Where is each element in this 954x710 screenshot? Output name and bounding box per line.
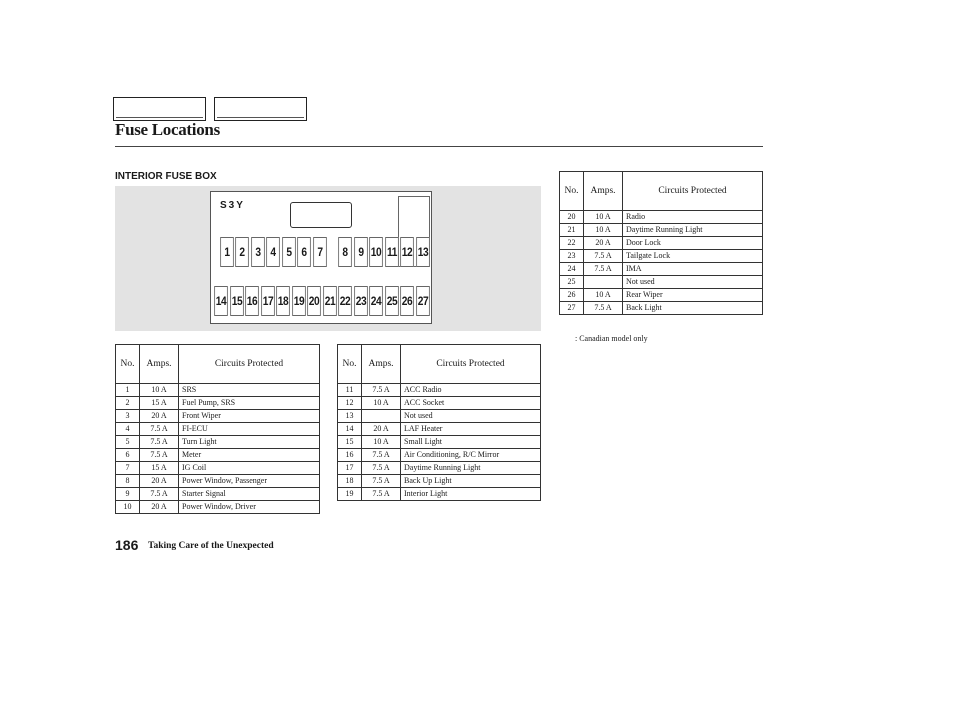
table-row — [116, 501, 320, 514]
fuse-number-cell: 4 — [116, 423, 140, 436]
fuse-slot-4: 4 — [266, 237, 280, 267]
fuse-circuit-cell: Small Light — [401, 436, 541, 449]
fuse-circuit-cell: Not used — [401, 410, 541, 423]
fuse-amps-cell: 15 A — [140, 397, 179, 410]
fuse-slot-7: 7 — [313, 237, 327, 267]
fuse-slot-9: 9 — [354, 237, 368, 267]
table-row — [560, 237, 763, 250]
fuse-circuit-cell: SRS — [179, 384, 320, 397]
fuse-circuit-cell: Door Lock — [623, 237, 763, 250]
nav-tab-index[interactable] — [214, 97, 307, 121]
fuse-circuit-cell: Power Window, Driver — [179, 501, 320, 514]
fuse-circuit-cell: Turn Light — [179, 436, 320, 449]
fuse-slot-19: 19 — [292, 286, 306, 316]
fuse-amps-cell: 10 A — [362, 397, 401, 410]
table-row — [116, 475, 320, 488]
col-circuits-header: Circuits Protected — [401, 345, 541, 384]
fuse-slot-2: 2 — [235, 237, 249, 267]
fuse-circuit-cell: Rear Wiper — [623, 289, 763, 302]
footnote: : Canadian model only — [575, 334, 648, 343]
fuse-slot-1: 1 — [220, 237, 234, 267]
fuse-number-cell: 1 — [116, 384, 140, 397]
fuse-slot-5: 5 — [282, 237, 296, 267]
fuse-slot-23: 23 — [354, 286, 368, 316]
fuse-number-cell: 9 — [116, 488, 140, 501]
col-amps-header: Amps. — [584, 172, 623, 211]
fuse-amps-cell: 7.5 A — [140, 423, 179, 436]
fuse-circuit-cell: Fuel Pump, SRS — [179, 397, 320, 410]
page-number: 186 — [115, 537, 139, 553]
fuse-number-cell: 14 — [338, 423, 362, 436]
col-no-header: No. — [560, 172, 584, 211]
fuse-slot-20: 20 — [307, 286, 321, 316]
table-row — [338, 384, 541, 397]
fuse-circuit-cell: FI-ECU — [179, 423, 320, 436]
fuse-circuit-cell: Tailgate Lock — [623, 250, 763, 263]
page-title: Fuse Locations — [115, 120, 220, 139]
fuse-circuit-cell: Interior Light — [401, 488, 541, 501]
fuse-slot-13: 13 — [416, 237, 430, 267]
fuse-amps-cell: 7.5 A — [140, 488, 179, 501]
fuse-number-cell: 23 — [560, 250, 584, 263]
table-row — [338, 475, 541, 488]
table-row — [116, 449, 320, 462]
table-row — [560, 289, 763, 302]
table-row — [116, 462, 320, 475]
table-row — [560, 263, 763, 276]
fuse-amps-cell: 7.5 A — [584, 263, 623, 276]
fuse-number-cell: 13 — [338, 410, 362, 423]
fuse-slot-8: 8 — [338, 237, 352, 267]
fuse-slot-3: 3 — [251, 237, 265, 267]
col-circuits-header: Circuits Protected — [623, 172, 763, 211]
fuse-amps-cell: 7.5 A — [584, 250, 623, 263]
table-row — [560, 276, 763, 289]
fuse-number-cell: 2 — [116, 397, 140, 410]
col-no-header: No. — [116, 345, 140, 384]
fuse-slot-21: 21 — [323, 286, 337, 316]
fuse-box-cover-slot — [290, 202, 352, 228]
fuse-amps-cell — [362, 410, 401, 423]
fuse-circuit-cell: Air Conditioning, R/C Mirror — [401, 449, 541, 462]
fuse-amps-cell: 20 A — [584, 237, 623, 250]
fuse-number-cell: 17 — [338, 462, 362, 475]
fuse-number-cell: 19 — [338, 488, 362, 501]
col-circuits-header: Circuits Protected — [179, 345, 320, 384]
fuse-slot-10: 10 — [369, 237, 383, 267]
fuse-slot-17: 17 — [261, 286, 275, 316]
fuse-number-cell: 10 — [116, 501, 140, 514]
table-row — [116, 436, 320, 449]
fuse-amps-cell: 7.5 A — [140, 436, 179, 449]
fuse-number-cell: 5 — [116, 436, 140, 449]
fuse-amps-cell: 7.5 A — [362, 384, 401, 397]
fuse-amps-cell: 7.5 A — [362, 475, 401, 488]
fuse-table-2 — [337, 344, 541, 501]
fuse-amps-cell: 7.5 A — [362, 449, 401, 462]
table-row — [116, 384, 320, 397]
fuse-table-3 — [559, 171, 763, 315]
fuse-number-cell: 3 — [116, 410, 140, 423]
fuse-circuit-cell: ACC Radio — [401, 384, 541, 397]
fuse-circuit-cell: IMA — [623, 263, 763, 276]
fuse-number-cell: 27 — [560, 302, 584, 315]
table-row — [560, 224, 763, 237]
table-row — [116, 410, 320, 423]
section-label: INTERIOR FUSE BOX — [115, 171, 217, 182]
fuse-slot-27: 27 — [416, 286, 430, 316]
fuse-slot-12: 12 — [400, 237, 414, 267]
fuse-circuit-cell: Power Window, Passenger — [179, 475, 320, 488]
col-amps-header: Amps. — [140, 345, 179, 384]
table-header-row — [116, 345, 320, 384]
fuse-slot-22: 22 — [338, 286, 352, 316]
fuse-slot-16: 16 — [245, 286, 259, 316]
fuse-circuit-cell: Meter — [179, 449, 320, 462]
fuse-number-cell: 16 — [338, 449, 362, 462]
fuse-slot-24: 24 — [369, 286, 383, 316]
fuse-circuit-cell: Radio — [623, 211, 763, 224]
model-code-label: S3Y — [220, 200, 245, 211]
fuse-circuit-cell: Daytime Running Light — [623, 224, 763, 237]
fuse-amps-cell: 20 A — [140, 501, 179, 514]
fuse-number-cell: 7 — [116, 462, 140, 475]
fuse-number-cell: 12 — [338, 397, 362, 410]
fuse-amps-cell: 20 A — [140, 410, 179, 423]
fuse-slot-18: 18 — [276, 286, 290, 316]
table-row — [338, 488, 541, 501]
col-amps-header: Amps. — [362, 345, 401, 384]
fuse-number-cell: 6 — [116, 449, 140, 462]
fuse-slot-25: 25 — [385, 286, 399, 316]
fuse-amps-cell: 20 A — [140, 475, 179, 488]
footer-title: Taking Care of the Unexpected — [148, 541, 274, 551]
fuse-amps-cell: 15 A — [140, 462, 179, 475]
table-header-row — [338, 345, 541, 384]
table-row — [338, 410, 541, 423]
fuse-slot-14: 14 — [214, 286, 228, 316]
table-row — [338, 449, 541, 462]
fuse-number-cell: 24 — [560, 263, 584, 276]
fuse-number-cell: 25 — [560, 276, 584, 289]
fuse-circuit-cell: Back Up Light — [401, 475, 541, 488]
fuse-circuit-cell: Daytime Running Light — [401, 462, 541, 475]
fuse-amps-cell: 7.5 A — [140, 449, 179, 462]
col-no-header: No. — [338, 345, 362, 384]
table-row — [116, 423, 320, 436]
fuse-number-cell: 26 — [560, 289, 584, 302]
fuse-amps-cell: 10 A — [362, 436, 401, 449]
table-header-row — [560, 172, 763, 211]
fuse-circuit-cell: Back Light — [623, 302, 763, 315]
fuse-table-1 — [115, 344, 320, 514]
fuse-amps-cell: 7.5 A — [362, 462, 401, 475]
fuse-number-cell: 20 — [560, 211, 584, 224]
table-row — [560, 302, 763, 315]
fuse-number-cell: 18 — [338, 475, 362, 488]
table-row — [116, 488, 320, 501]
fuse-amps-cell: 10 A — [584, 289, 623, 302]
fuse-number-cell: 21 — [560, 224, 584, 237]
table-row — [560, 211, 763, 224]
fuse-circuit-cell: Starter Signal — [179, 488, 320, 501]
table-row — [560, 250, 763, 263]
fuse-number-cell: 22 — [560, 237, 584, 250]
fuse-amps-cell: 20 A — [362, 423, 401, 436]
fuse-slot-6: 6 — [297, 237, 311, 267]
fuse-slot-15: 15 — [230, 286, 244, 316]
fuse-number-cell: 11 — [338, 384, 362, 397]
fuse-circuit-cell: IG Coil — [179, 462, 320, 475]
nav-tab-main-menu[interactable] — [113, 97, 206, 121]
fuse-number-cell: 8 — [116, 475, 140, 488]
table-row — [338, 423, 541, 436]
fuse-circuit-cell: Front Wiper — [179, 410, 320, 423]
fuse-number-cell: 15 — [338, 436, 362, 449]
fuse-amps-cell — [584, 276, 623, 289]
table-row — [338, 436, 541, 449]
fuse-circuit-cell: Not used — [623, 276, 763, 289]
title-divider — [115, 146, 763, 147]
fuse-circuit-cell: LAF Heater — [401, 423, 541, 436]
table-row — [338, 397, 541, 410]
table-row — [338, 462, 541, 475]
fuse-amps-cell: 10 A — [140, 384, 179, 397]
fuse-slot-11: 11 — [385, 237, 399, 267]
fuse-amps-cell: 7.5 A — [584, 302, 623, 315]
fuse-amps-cell: 10 A — [584, 224, 623, 237]
fuse-amps-cell: 7.5 A — [362, 488, 401, 501]
fuse-circuit-cell: ACC Socket — [401, 397, 541, 410]
fuse-slot-26: 26 — [400, 286, 414, 316]
fuse-amps-cell: 10 A — [584, 211, 623, 224]
table-row — [116, 397, 320, 410]
